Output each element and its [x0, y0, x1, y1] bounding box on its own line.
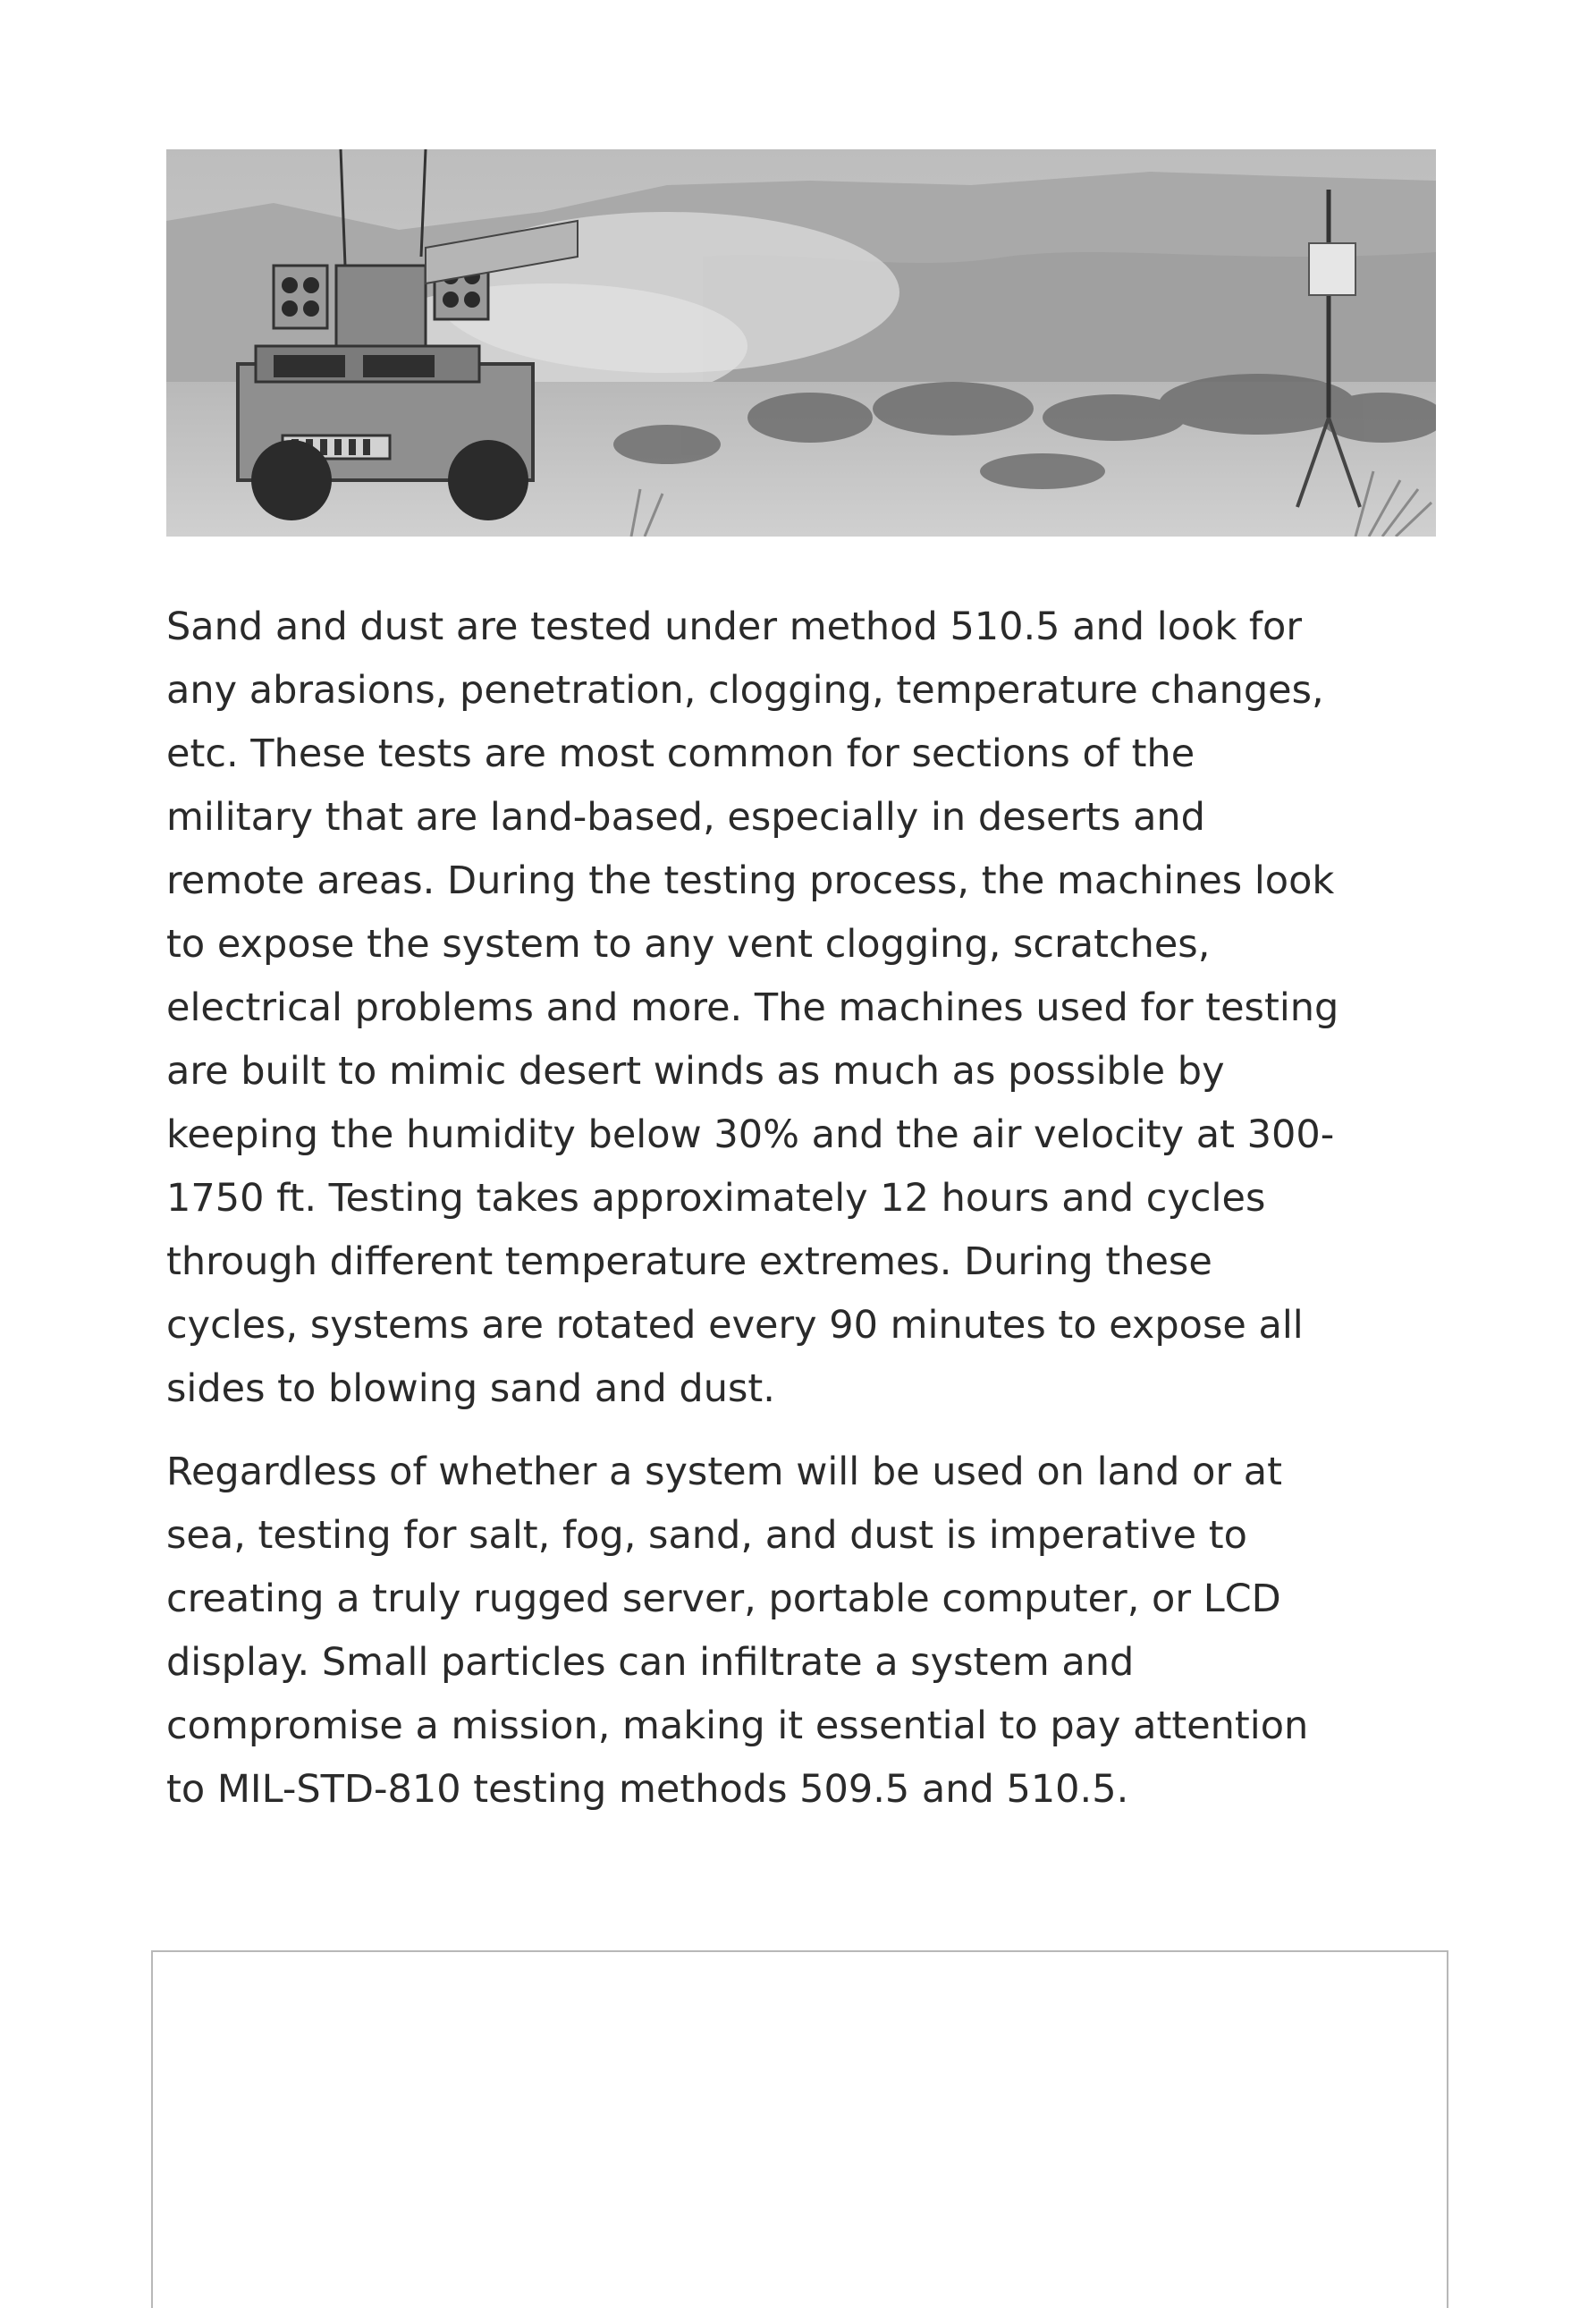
military-vehicle-desert-photo-icon — [166, 149, 1436, 537]
paragraph-sand-dust: Sand and dust are tested under method 510.5 and look for any abrasions, penetration, clogging, temperature changes, etc. These tests are most common for sections of the military that are land-based, especially in deserts and remote areas. During the testing process, the machines look to expose the system to any vent clogging, scratches, electrical problems and more. The machines used for testing are built to mimic desert winds as much as possible by keeping the humidity below 30% and the air velocity at 300- 1750 ft. Testing takes approximately 12 hours and cycles through different temperature extremes. During these cycles, systems are rotated every 90 minutes to expose all sides to blowing sand and dust. — [166, 604, 1339, 1411]
paragraph-conclusion: Regardless of whether a system will be used on land or at sea, testing for salt, fog, sand, and dust is imperative to creating a truly rugged server, portable computer, or LCD display. Small particles can infiltrate a system and compromise a mission, making it essential to pay attention to MIL-STD-810 testing methods 509.5 and 510.5. — [166, 1450, 1309, 1812]
article-body — [166, 596, 1445, 1841]
hero-image — [166, 149, 1436, 537]
bottom-empty-box — [151, 1950, 1448, 2308]
